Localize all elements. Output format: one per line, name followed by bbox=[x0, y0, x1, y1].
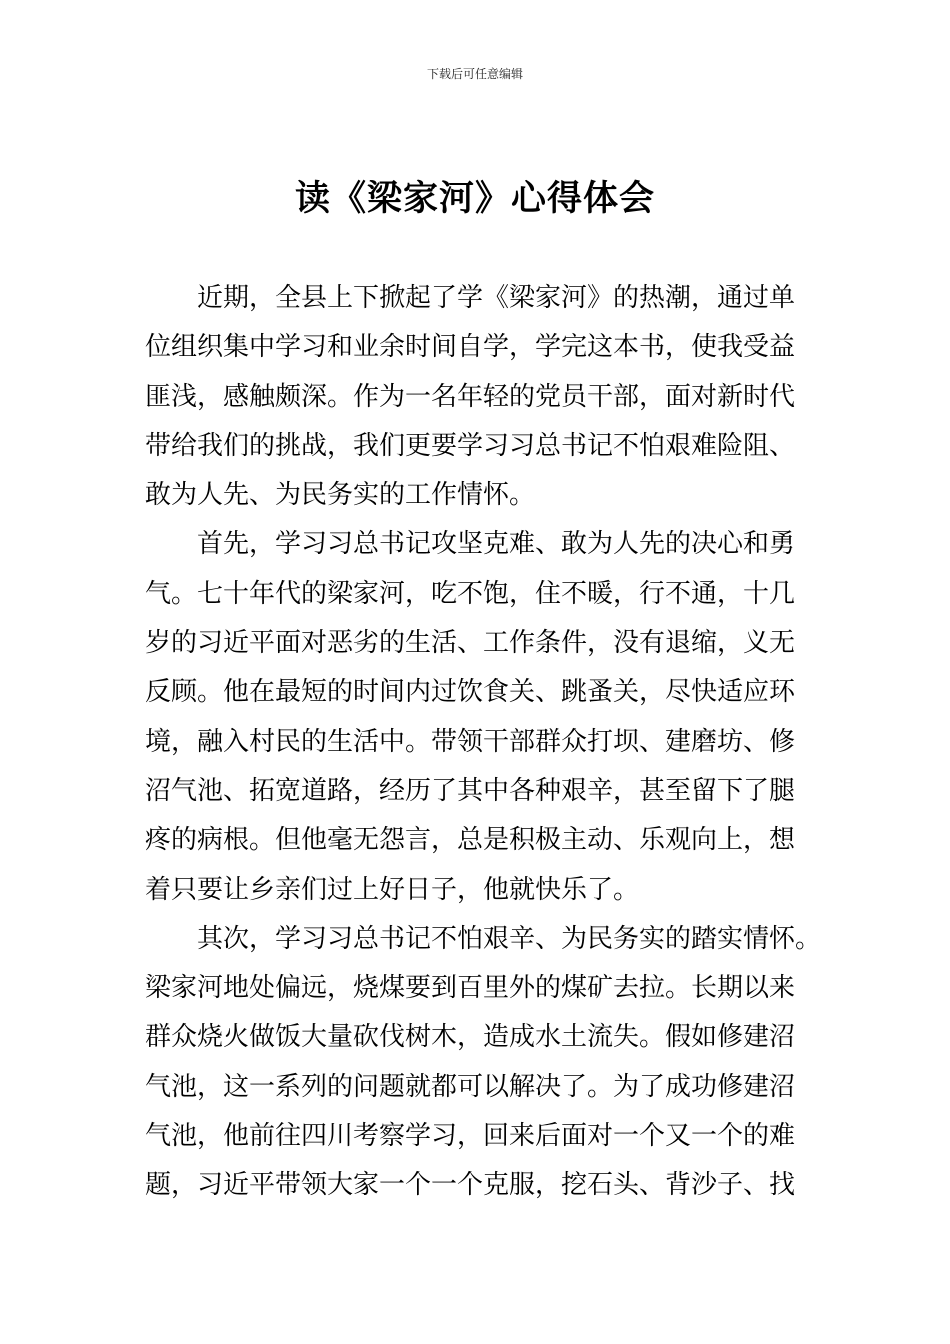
text-line: 沼气池、拓宽道路，经历了其中各种艰辛，甚至留下了腿 bbox=[145, 775, 796, 806]
text-line: 带给我们的挑战，我们更要学习习总书记不怕艰难险阻、 bbox=[145, 430, 796, 461]
text-line: 气池，这一系列的问题就都可以解决了。为了成功修建沼 bbox=[145, 1071, 796, 1102]
text-line: 境，融入村民的生活中。带领干部群众打坝、建磨坊、修 bbox=[145, 726, 796, 757]
header-note: 下载后可任意编辑 bbox=[426, 67, 523, 81]
page-title: 读《梁家河》心得体会 bbox=[294, 178, 655, 219]
paragraph-1 bbox=[145, 274, 821, 520]
paragraph-3 bbox=[145, 915, 821, 1211]
text-line: 岁的习近平面对恶劣的生活、工作条件，没有退缩，义无 bbox=[145, 628, 796, 659]
text-line: 气。七十年代的梁家河，吃不饱，住不暖，行不通，十几 bbox=[145, 578, 796, 609]
text-line: 反顾。他在最短的时间内过饮食关、跳蚤关，尽快适应环 bbox=[145, 677, 796, 708]
text-line: 敢为人先、为民务实的工作情怀。 bbox=[145, 480, 536, 511]
text-line: 匪浅，感触颇深。作为一名年轻的党员干部，面对新时代 bbox=[145, 381, 796, 412]
text-line: 群众烧火做饭大量砍伐树木，造成水土流失。假如修建沼 bbox=[145, 1022, 796, 1053]
text-line: 题，习近平带领大家一个一个克服，挖石头、背沙子、找 bbox=[145, 1170, 796, 1201]
text-line: 近期，全县上下掀起了学《梁家河》的热潮，通过单 bbox=[197, 283, 796, 313]
text-line: 其次，学习习总书记不怕艰辛、为民务实的踏实情怀。 bbox=[197, 923, 822, 954]
document-body bbox=[145, 274, 821, 1211]
text-line: 首先，学习习总书记攻坚克难、敢为人先的决心和勇 bbox=[197, 529, 796, 560]
text-line: 位组织集中学习和业余时间自学，学完这本书，使我受益 bbox=[145, 332, 796, 363]
text-line: 着只要让乡亲们过上好日子，他就快乐了。 bbox=[145, 874, 640, 905]
paragraph-2 bbox=[145, 520, 821, 914]
text-line: 气池，他前往四川考察学习，回来后面对一个又一个的难 bbox=[145, 1121, 796, 1152]
text-line: 梁家河地处偏远，烧煤要到百里外的煤矿去拉。长期以来 bbox=[145, 973, 796, 1004]
text-line: 疼的病根。但他毫无怨言，总是积极主动、乐观向上，想 bbox=[145, 825, 796, 856]
